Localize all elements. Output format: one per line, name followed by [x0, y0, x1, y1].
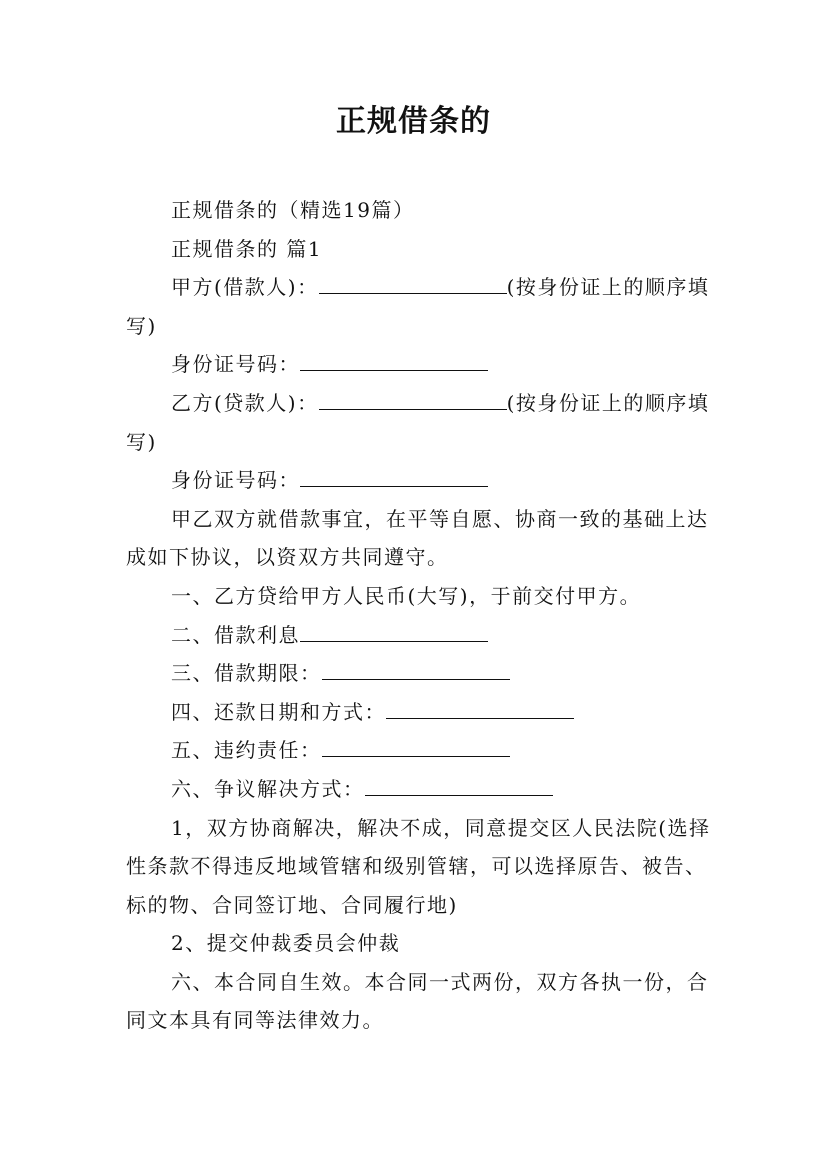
clause-4-label: 四、还款日期和方式： — [171, 699, 386, 724]
dispute-blank — [365, 779, 553, 796]
clause-6-line — [126, 770, 711, 809]
lender-id-blank — [300, 354, 488, 371]
borrower-id-line — [126, 461, 711, 500]
borrower-line — [126, 384, 711, 461]
subtitle-line: 正规借条的（精选19篇） — [171, 198, 415, 222]
borrower-id-blank — [300, 470, 488, 487]
repayment-blank — [386, 702, 574, 719]
clause-3-line — [126, 654, 711, 693]
dispute-option-2: 2、提交仲裁委员会仲裁 — [171, 931, 401, 956]
clause-2-label: 二、借款利息 — [171, 622, 300, 647]
clause-1: 一、乙方贷给甲方人民币(大写)，于前交付甲方。 — [171, 583, 642, 608]
lender-id-line — [126, 345, 711, 384]
clause-6-label: 六、争议解决方式： — [171, 776, 365, 801]
liability-blank — [322, 740, 510, 757]
term-blank — [322, 663, 510, 680]
borrower-id-label: 身份证号码： — [171, 468, 300, 493]
section-heading: 正规借条的 篇1 — [171, 236, 323, 261]
lender-line — [126, 268, 711, 345]
clause-3-label: 三、借款期限： — [171, 661, 322, 686]
document-title: 正规借条的 — [336, 104, 491, 139]
borrower-suffix: (按身份证上的顺序填写) — [126, 390, 710, 454]
lender-suffix: (按身份证上的顺序填写) — [126, 275, 710, 338]
lender-id-label: 身份证号码： — [171, 352, 300, 377]
clause-effect: 六、本合同自生效。本合同一式两份，双方各执一份，合同文本具有同等法律效力。 — [126, 969, 709, 1033]
lender-name-blank — [319, 277, 507, 294]
interest-blank — [300, 625, 488, 642]
borrower-name-blank — [319, 393, 507, 410]
lender-label: 甲方(借款人)： — [171, 275, 319, 300]
clause-5-line — [126, 731, 711, 770]
document-body — [126, 191, 711, 1040]
clause-2-line — [126, 616, 711, 655]
agreement-intro: 甲乙双方就借款事宜，在平等自愿、协商一致的基础上达成如下协议，以资双方共同遵守。 — [126, 506, 709, 570]
dispute-option-1: 1，双方协商解决，解决不成，同意提交区人民法院(选择性条款不得违反地域管辖和级别管辖，可以选择原告、被告、标的物、合同签订地、合同履行地) — [126, 815, 711, 917]
borrower-label: 乙方(贷款人)： — [171, 390, 319, 415]
clause-5-label: 五、违约责任： — [171, 738, 322, 763]
clause-4-line — [126, 693, 711, 732]
